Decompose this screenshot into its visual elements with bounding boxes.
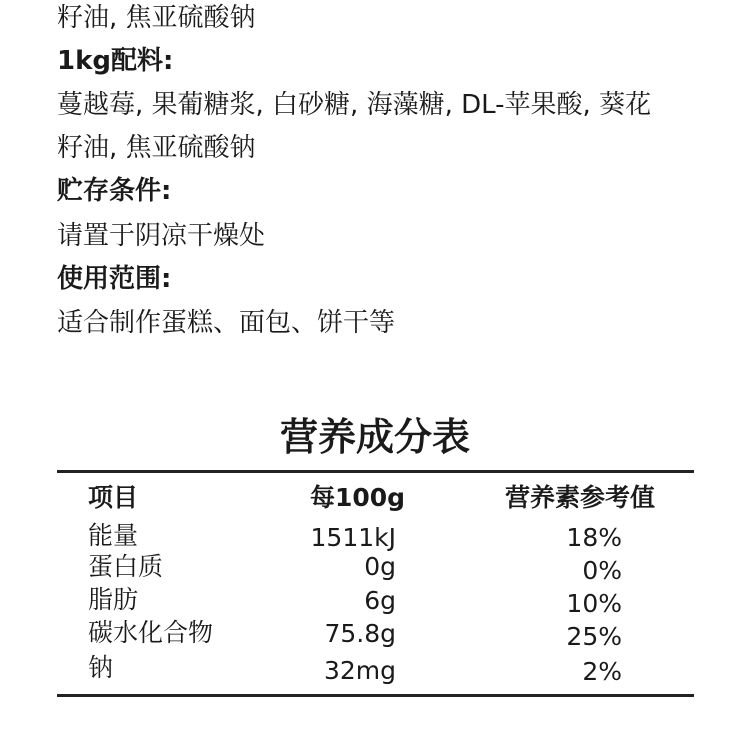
table-bottom-rule (57, 694, 694, 697)
row-carbohydrate-value: 75.8g (324, 619, 396, 648)
table-top-rule (57, 470, 694, 473)
row-energy-item: 能量 (88, 521, 139, 550)
ingredients-1kg-text-line-2: 籽油, 焦亚硫酸钠 (57, 133, 256, 163)
row-fat-nrv: 10% (566, 589, 622, 618)
usage-heading: 使用范围: (57, 264, 172, 294)
storage-heading: 贮存条件: (57, 176, 172, 206)
header-nrv: 营养素参考值 (505, 483, 656, 512)
row-carbohydrate-item: 碳水化合物 (88, 618, 214, 647)
header-item: 项目 (88, 483, 139, 512)
row-fat-value: 6g (364, 586, 396, 615)
row-sodium-item: 钠 (88, 653, 114, 682)
row-carbohydrate-nrv: 25% (566, 622, 622, 651)
ingredients-continued-text: 籽油, 焦亚硫酸钠 (57, 3, 256, 33)
nutrition-table-title: 营养成分表 (279, 415, 470, 459)
row-protein-item: 蛋白质 (88, 552, 164, 581)
usage-text: 适合制作蛋糕、面包、饼干等 (57, 308, 396, 338)
ingredients-1kg-text-line-1: 蔓越莓, 果葡糖浆, 白砂糖, 海藻糖, DL-苹果酸, 葵花 (57, 90, 652, 120)
row-energy-value: 1511kJ (310, 523, 396, 552)
row-sodium-nrv: 2% (582, 657, 622, 686)
row-protein-value: 0g (364, 552, 396, 581)
ingredients-1kg-heading: 1kg配料: (57, 46, 174, 76)
row-energy-nrv: 18% (566, 523, 622, 552)
storage-text: 请置于阴凉干燥处 (57, 221, 266, 251)
row-protein-nrv: 0% (582, 556, 622, 585)
row-sodium-value: 32mg (323, 656, 396, 685)
header-per-100g: 每100g (310, 483, 406, 512)
row-fat-item: 脂肪 (88, 585, 139, 614)
